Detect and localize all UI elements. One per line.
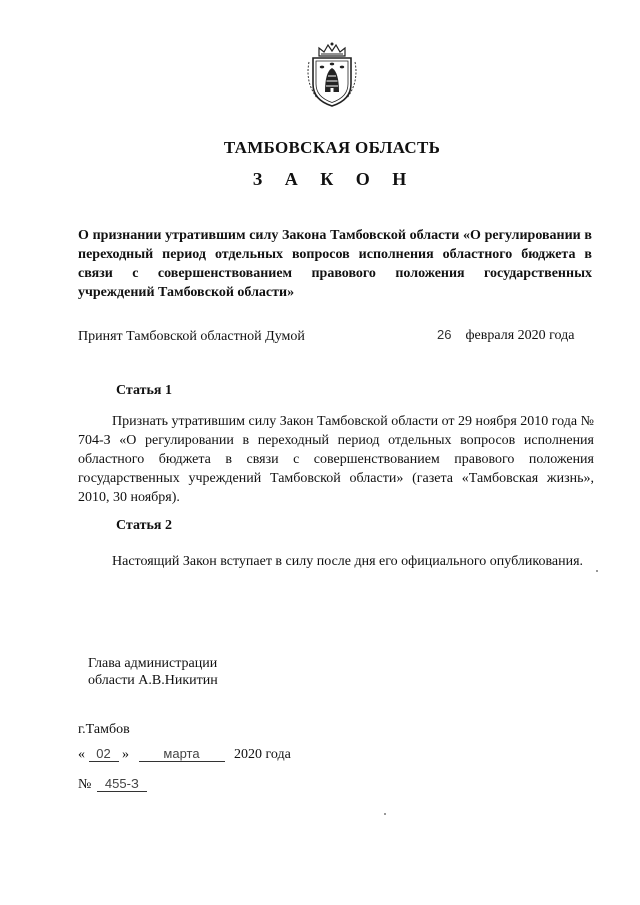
quote-close: » [122, 747, 129, 762]
adoption-month-year: февраля 2020 года [465, 328, 575, 343]
article-2-heading: Статья 2 [116, 518, 172, 533]
scan-speck [596, 570, 598, 572]
coat-of-arms-icon [303, 40, 361, 108]
law-number [78, 776, 147, 793]
adoption-text: Принят Тамбовской областной Думой [78, 329, 305, 344]
number-value: 455-З [97, 776, 147, 792]
signing-date [78, 746, 291, 763]
document-type: З А К О Н [252, 169, 416, 189]
signing-day: 02 [89, 746, 119, 762]
signature-block [88, 655, 218, 689]
region-name: ТАМБОВСКАЯ ОБЛАСТЬ [223, 138, 441, 157]
article-1-text: Признать утратившим силу Закон Тамбовской области от 29 ноября 2010 года № 704-З «О регулировании в переходный период отдельных вопросов исполнения областного бюджета в связи с совершенствованием правового положения государственных учреждений Тамбовской области» (газета «Тамбовская жизнь», 2010, 30 ноября). [78, 414, 594, 505]
article-1-heading: Статья 1 [116, 383, 172, 398]
signing-month: марта [139, 746, 225, 762]
adoption-date [437, 327, 574, 344]
signature-line-2: области А.В.Никитин [88, 673, 218, 688]
adoption-day: 26 [437, 327, 452, 342]
scan-speck [384, 813, 386, 815]
signature-line-1: Глава администрации [88, 656, 218, 671]
number-label: № [78, 777, 92, 792]
article-2-text: Настоящий Закон вступает в силу после дня его официального опубликования. [112, 554, 584, 569]
city: г.Тамбов [78, 722, 130, 737]
signing-year: 2020 года [234, 747, 291, 762]
quote-open: « [78, 747, 85, 762]
law-title: О признании утратившим силу Закона Тамбовской области «О регулировании в переходный период отдельных вопросов исполнения областного бюджета в связи с совершенствованием правового положения государственных учреждений Тамбовской области» [78, 228, 592, 300]
